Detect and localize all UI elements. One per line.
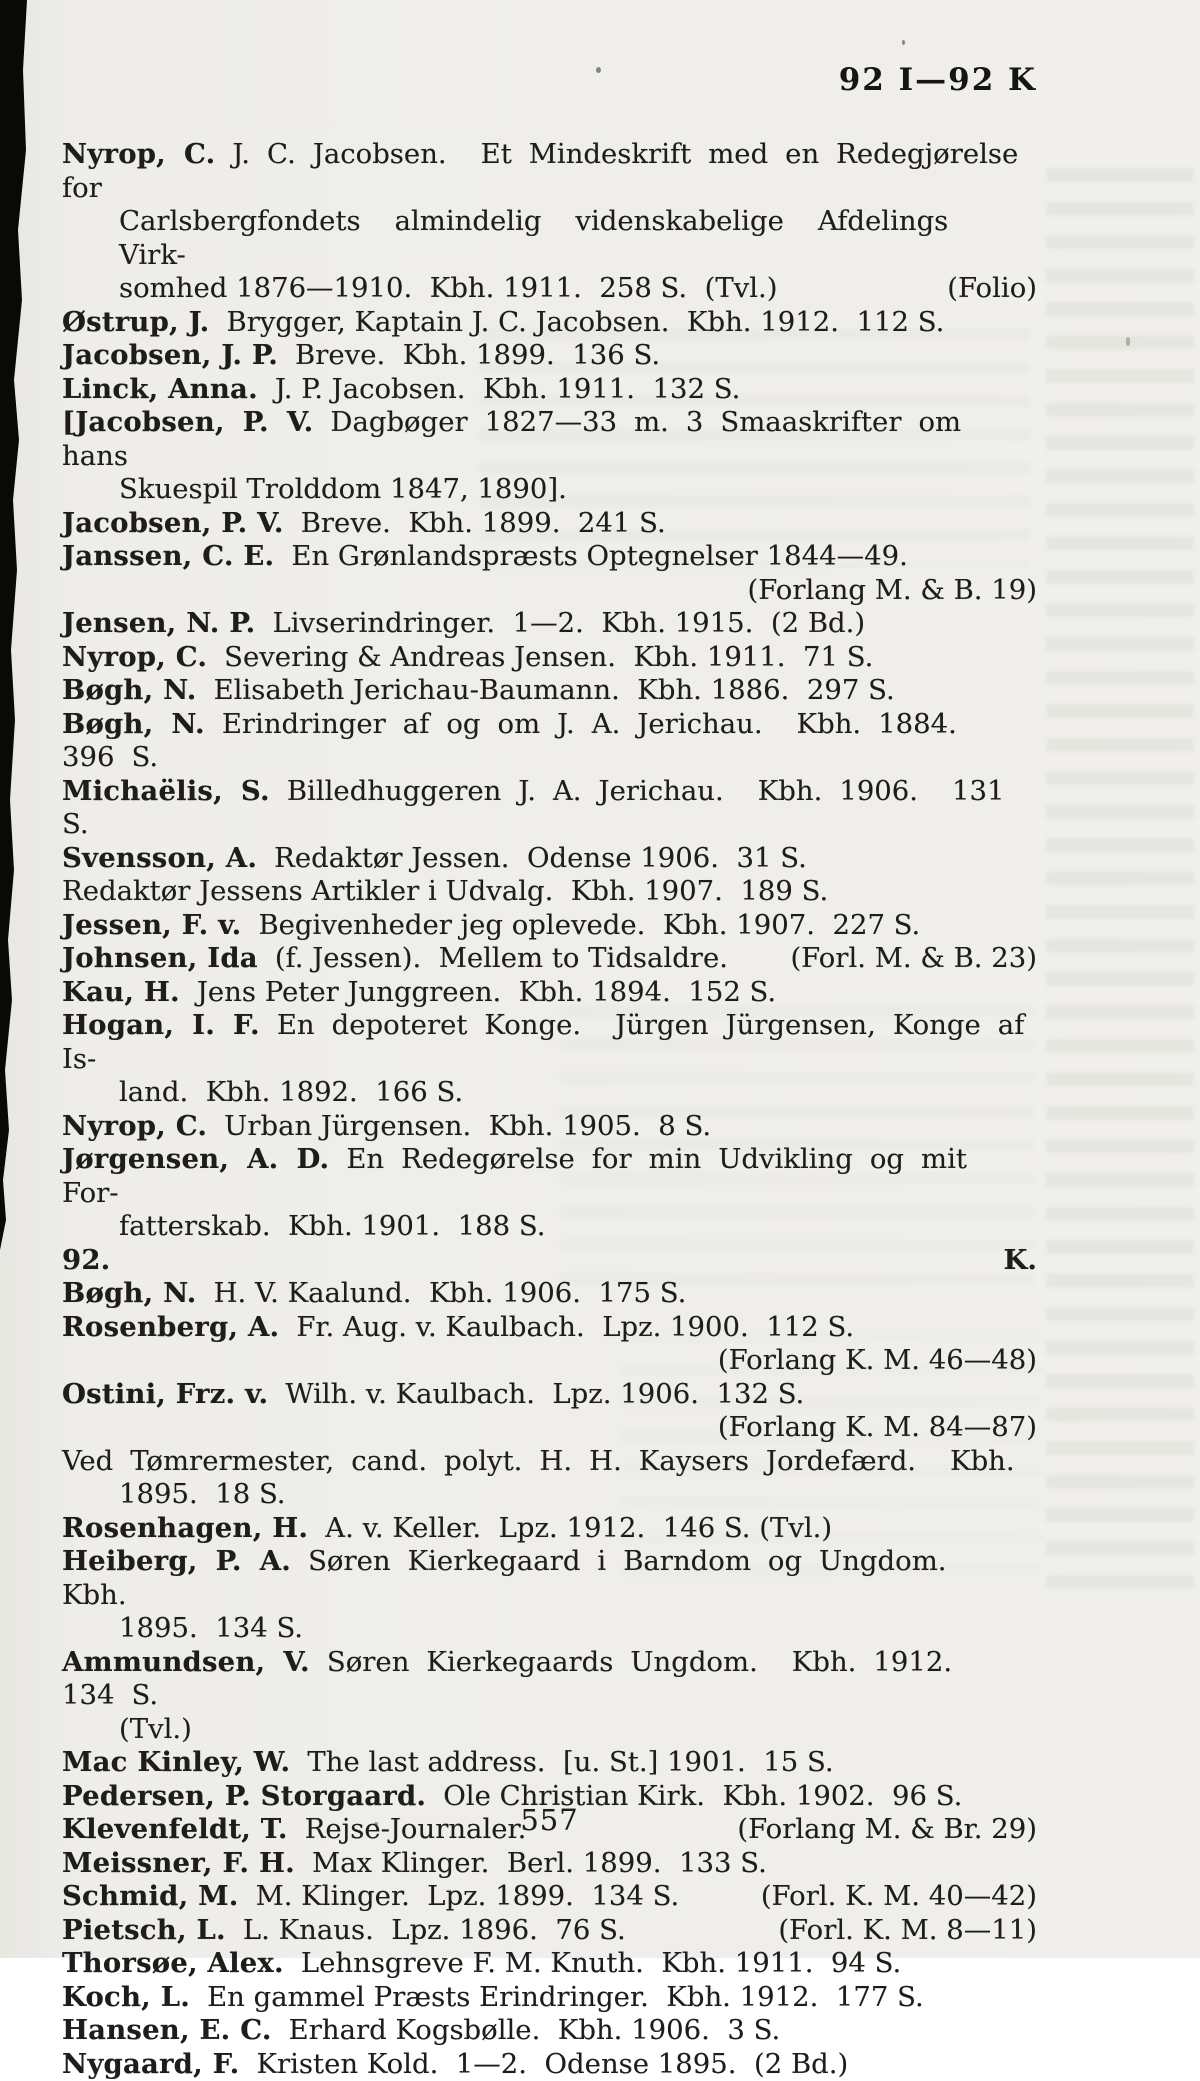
entry-left (119, 1713, 192, 1745)
entry-line (62, 406, 1037, 473)
entry-left (62, 138, 1035, 204)
entry-line (62, 473, 1037, 507)
entry-text: M. Klinger. Lpz. 1899. 134 S. (256, 1880, 680, 1912)
entry-left (119, 205, 982, 271)
entry-text: En depoteret Konge. Jürgen Jürgensen, Konge af Is- (62, 1009, 1041, 1075)
entry-text: J. P. Jacobsen. Kbh. 1911. 132 S. (275, 373, 740, 405)
entry-author: Jørgensen, A. D. (62, 1143, 329, 1175)
entry-line (62, 1478, 1037, 1512)
entry-text: (Forlang K. M. 46—48) (718, 1344, 1037, 1376)
entry-line (62, 2014, 1037, 2048)
entry-text: 1895. 18 S. (119, 1478, 286, 1510)
entry-author: Mac Kinley, W. (62, 1746, 290, 1778)
entry-line (62, 1143, 1037, 1210)
entry-line (62, 1914, 1037, 1948)
entry-line (62, 607, 1037, 641)
entry-left (62, 674, 895, 706)
entry-left (62, 339, 660, 371)
entry-text: Kristen Kold. 1—2. Odense 1895. (2 Bd.) (256, 2048, 848, 2080)
entry-left (62, 1981, 924, 2013)
entry-line (62, 1411, 1037, 1445)
entry-left (62, 1009, 1041, 1075)
entry-left (62, 507, 666, 539)
entry-line (62, 1746, 1037, 1780)
entry-left (62, 1880, 679, 1914)
scan-speck (1126, 337, 1130, 346)
entry-left (119, 272, 778, 306)
entry-text: Erindringer af og om J. A. Jerichau. Kbh. 1884. 396 S. (62, 708, 991, 774)
entry-text: Rejse-Journaler. (305, 1813, 527, 1845)
entry-line (62, 507, 1037, 541)
entry-line (62, 1512, 1037, 1546)
entry-text: Søren Kierkegaard i Barndom og Ungdom. Kbh. (62, 1545, 981, 1611)
entry-left (119, 1478, 286, 1510)
entry-line (62, 909, 1037, 943)
entry-text: En gammel Præsts Erindringer. Kbh. 1912. 177 S. (207, 1981, 924, 2013)
entry-left (718, 1411, 1037, 1443)
entry-right-text: (Forl. M. & B. 23) (790, 942, 1037, 976)
entry-author: Ostini, Frz. v. (62, 1378, 268, 1410)
entry-text: J. C. Jacobsen. Et Mindeskrift med en Redegjørelse for (62, 138, 1035, 204)
entry-text: Erhard Kogsbølle. Kbh. 1906. 3 S. (289, 2014, 781, 2046)
entry-text: H. V. Kaalund. Kbh. 1906. 175 S. (214, 1277, 687, 1309)
entry-author: Meissner, F. H. (62, 1847, 295, 1879)
entry-text: Søren Kierkegaards Ungdom. Kbh. 1912. 134 S. (62, 1646, 986, 1712)
entry-line (62, 1378, 1037, 1412)
entry-left (62, 1746, 834, 1778)
entry-left (62, 2048, 848, 2080)
entry-line (62, 272, 1037, 306)
scan-edge-artifact (0, 0, 30, 1250)
entry-line (62, 1847, 1037, 1881)
entry-right-text: (Folio) (947, 272, 1037, 306)
entry-text: L. Knaus. Lpz. 1896. 76 S. (243, 1914, 626, 1946)
entry-left (747, 574, 1037, 606)
bleed-through-ghost (1046, 168, 1194, 1598)
entry-text: Ole Christian Kirk. Kbh. 1902. 96 S. (443, 1780, 962, 1812)
entry-left (62, 976, 776, 1008)
entry-text: Ved Tømrermester, cand. polyt. H. H. Kaysers Jordefærd. Kbh. (62, 1445, 1015, 1477)
entry-left (119, 473, 567, 505)
entry-author: 92. (62, 1244, 110, 1276)
entry-left (62, 1244, 128, 1278)
entry-line (62, 942, 1037, 976)
entry-text: (Forlang M. & B. 19) (747, 574, 1037, 606)
entry-text: Begivenheder jeg oplevede. Kbh. 1907. 227 S. (258, 909, 920, 941)
entry-author: Klevenfeldt, T. (62, 1813, 288, 1845)
entry-text: Redaktør Jessen. Odense 1906. 31 S. (274, 842, 807, 874)
entry-author: Bøgh, N. (62, 674, 197, 706)
entry-author: Pietsch, L. (62, 1914, 226, 1946)
entry-left (718, 1344, 1037, 1376)
entry-left (62, 1143, 984, 1209)
entry-author: Nyrop, C. (62, 138, 215, 170)
entry-author: Michaëlis, S. (62, 775, 270, 807)
entry-left (62, 909, 920, 941)
entry-left (62, 1277, 686, 1309)
entry-right-text: (Forl. K. M. 40—42) (761, 1880, 1037, 1914)
entry-text: Carlsbergfondets almindelig videnskabelige Afdelings Virk- (119, 205, 982, 271)
entry-line (62, 1545, 1037, 1612)
entry-left (62, 641, 873, 673)
entry-line (62, 1880, 1037, 1914)
entry-text: Billedhuggeren J. A. Jerichau. Kbh. 1906. 131 S. (62, 775, 1022, 841)
entry-line (62, 1210, 1037, 1244)
entry-left (62, 1947, 901, 1979)
bibliography-entries (62, 138, 1037, 2081)
entry-text: Livserindringer. 1—2. Kbh. 1915. (2 Bd.) (273, 607, 866, 639)
entry-line (62, 306, 1037, 340)
entry-line (62, 976, 1037, 1010)
entry-author: Linck, Anna. (62, 373, 258, 405)
entry-author: Jacobsen, J. P. (62, 339, 278, 371)
entry-left (62, 1378, 804, 1410)
entry-author: Janssen, C. E. (62, 540, 274, 572)
entry-left (62, 875, 828, 907)
entry-left (62, 1847, 767, 1879)
entry-left (62, 1311, 854, 1343)
entry-left (62, 708, 991, 774)
entry-text: land. Kbh. 1892. 166 S. (119, 1076, 463, 1108)
entry-author: Nyrop, C. (62, 641, 207, 673)
entry-text: Urban Jürgensen. Kbh. 1905. 8 S. (224, 1110, 711, 1142)
entry-line (62, 708, 1037, 775)
entry-right-text: (Forlang M. & Br. 29) (737, 1813, 1037, 1847)
entry-line (62, 1981, 1037, 2015)
entry-left (62, 1914, 626, 1948)
entry-left (62, 2014, 780, 2046)
entry-line (62, 1646, 1037, 1713)
entry-line (62, 339, 1037, 373)
entry-author: Jensen, N. P. (62, 607, 255, 639)
entry-author: Heiberg, P. A. (62, 1545, 291, 1577)
entry-line (62, 540, 1037, 574)
entry-text: Breve. Kbh. 1899. 241 S. (301, 507, 666, 539)
entry-text: somhed 1876—1910. Kbh. 1911. 258 S. (Tvl.) (119, 272, 778, 304)
entry-line (62, 1612, 1037, 1646)
entry-author: Johnsen, Ida (62, 942, 258, 974)
entry-text: Fr. Aug. v. Kaulbach. Lpz. 1900. 112 S. (296, 1311, 854, 1343)
entry-left (62, 373, 740, 405)
entry-author: Hansen, E. C. (62, 2014, 272, 2046)
entry-text: Breve. Kbh. 1899. 136 S. (295, 339, 660, 371)
entry-line (62, 138, 1037, 205)
entry-text: Brygger, Kaptain J. C. Jacobsen. Kbh. 1912. 112 S. (227, 306, 945, 338)
entry-line (62, 2048, 1037, 2081)
entry-text: (Tvl.) (119, 1713, 192, 1745)
scan-speck (902, 40, 905, 45)
entry-left (119, 1612, 303, 1644)
entry-text: Dagbøger 1827—33 m. 3 Smaaskrifter om hans (62, 406, 978, 472)
entry-author: Rosenhagen, H. (62, 1512, 308, 1544)
entry-line (62, 775, 1037, 842)
entry-right-text: (Forl. K. M. 8—11) (778, 1914, 1037, 1948)
entry-text: En Grønlandspræsts Optegnelser 1844—49. (291, 540, 908, 572)
entry-author: Thorsøe, Alex. (62, 1947, 284, 1979)
entry-line (62, 1713, 1037, 1747)
entry-author: Jacobsen, P. V. (62, 507, 284, 539)
entry-line (62, 1947, 1037, 1981)
entry-author: Koch, L. (62, 1981, 190, 2013)
entry-line (62, 373, 1037, 407)
entry-text: (Forlang K. M. 84—87) (718, 1411, 1037, 1443)
entry-text: fatterskab. Kbh. 1901. 188 S. (119, 1210, 545, 1242)
entry-left (62, 1545, 981, 1611)
entry-text: A. v. Keller. Lpz. 1912. 146 S. (Tvl.) (325, 1512, 832, 1544)
entry-author: [Jacobsen, P. V. (62, 406, 313, 438)
entry-text: The last address. [u. St.] 1901. 15 S. (307, 1746, 833, 1778)
page-number: 557 (62, 1803, 1037, 1837)
entry-author: Hogan, I. F. (62, 1009, 260, 1041)
entry-line (62, 1445, 1037, 1479)
entry-line (62, 674, 1037, 708)
entry-line (62, 1244, 1037, 1278)
entry-text: Severing & Andreas Jensen. Kbh. 1911. 71 S. (224, 641, 873, 673)
entry-left (62, 942, 728, 976)
entry-line (62, 205, 1037, 272)
entry-line (62, 574, 1037, 608)
entry-left (119, 1210, 545, 1242)
entry-author: Nyrop, C. (62, 1110, 207, 1142)
entry-text: En Redegørelse for min Udvikling og mit For- (62, 1143, 984, 1209)
entry-line (62, 1110, 1037, 1144)
entry-text: Lehnsgreve F. M. Knuth. Kbh. 1911. 94 S. (301, 1947, 901, 1979)
entry-author: Bøgh, N. (62, 708, 205, 740)
entry-author: Nygaard, F. (62, 2048, 239, 2080)
entry-text: Elisabeth Jerichau-Baumann. Kbh. 1886. 297 S. (214, 674, 895, 706)
entry-line (62, 641, 1037, 675)
entry-left (62, 1110, 711, 1142)
entry-line (62, 1344, 1037, 1378)
entry-text: Redaktør Jessens Artikler i Udvalg. Kbh. 1907. 189 S. (62, 875, 828, 907)
entry-text: Max Klinger. Berl. 1899. 133 S. (312, 1847, 767, 1879)
entry-line (62, 875, 1037, 909)
entry-left (62, 842, 807, 874)
entry-author: Pedersen, P. Storgaard. (62, 1780, 426, 1812)
entry-left (62, 406, 978, 472)
entry-left (62, 306, 944, 338)
entry-left (62, 607, 865, 639)
entry-author: Schmid, M. (62, 1880, 239, 1912)
entry-line (62, 1311, 1037, 1345)
entry-text: Wilh. v. Kaulbach. Lpz. 1906. 132 S. (285, 1378, 804, 1410)
entry-text: (f. Jessen). Mellem to Tidsaldre. (275, 942, 728, 974)
entry-text: 1895. 134 S. (119, 1612, 303, 1644)
entry-author: Kau, H. (62, 976, 180, 1008)
entry-left (62, 775, 1022, 841)
entry-text: Jens Peter Junggreen. Kbh. 1894. 152 S. (197, 976, 776, 1008)
entry-author: Ammundsen, V. (62, 1646, 310, 1678)
entry-left (62, 540, 908, 572)
running-header: 92 I—92 K (62, 62, 1037, 98)
entry-text: Skuespil Trolddom 1847, 1890]. (119, 473, 567, 505)
entry-left (62, 1512, 832, 1544)
entry-line (62, 1009, 1037, 1076)
entry-author: Rosenberg, A. (62, 1311, 279, 1343)
entry-author: Bøgh, N. (62, 1277, 197, 1309)
entry-left (62, 1646, 986, 1712)
entry-line (62, 1076, 1037, 1110)
entry-author: Østrup, J. (62, 306, 209, 338)
entry-line (62, 1277, 1037, 1311)
entry-left (62, 1445, 1015, 1477)
entry-author: Jessen, F. v. (62, 909, 241, 941)
entry-author: Svensson, A. (62, 842, 257, 874)
entry-line (62, 842, 1037, 876)
entry-left (119, 1076, 463, 1108)
entry-right-text: K. (1004, 1244, 1037, 1278)
